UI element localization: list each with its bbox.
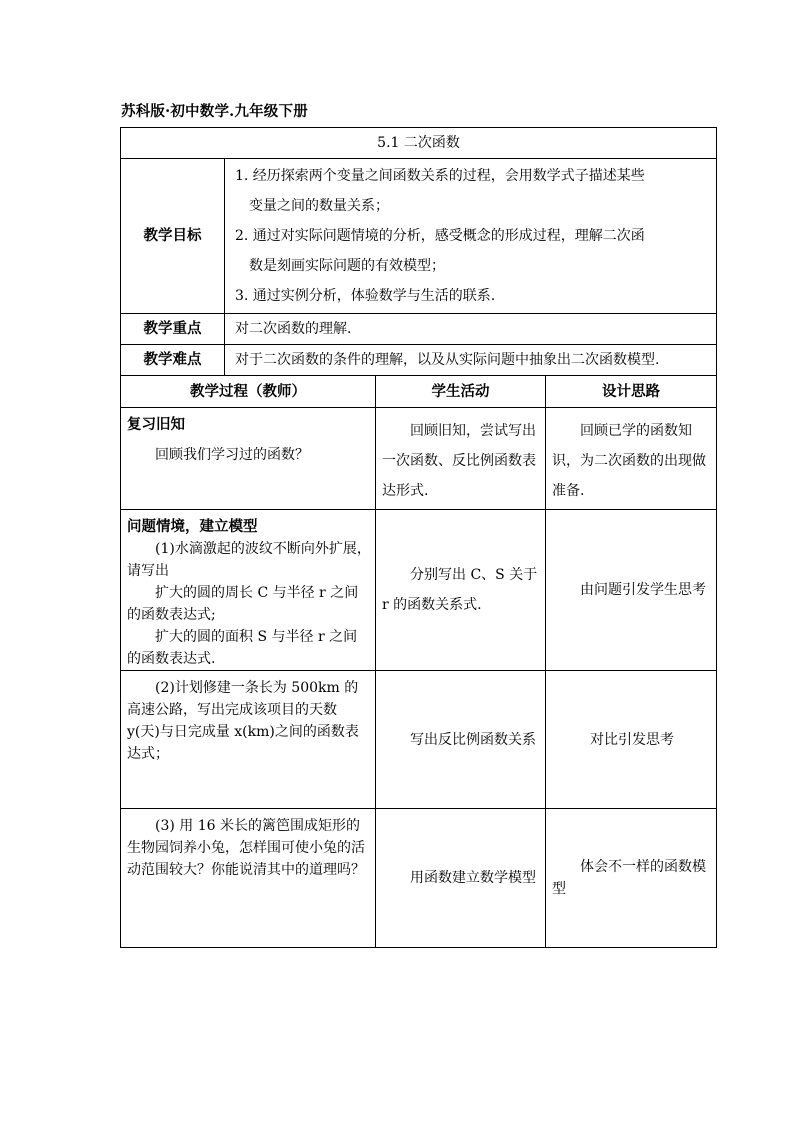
teacher-cell	[121, 671, 376, 809]
objective-2: 2. 通过对实际问题情境的分析，感受概念的形成过程，理解二次函 数是刻画实际问题的有效模型；	[235, 228, 645, 274]
difficulty-row	[121, 345, 717, 376]
difficulty-text: 对于二次函数的条件的理解，以及从实际问题中抽象出二次函数模型.	[225, 345, 717, 376]
process-row-fence	[121, 809, 717, 948]
key-point-row	[121, 314, 717, 345]
document-header: 苏科版·初中数学.九年级下册	[121, 103, 308, 120]
teacher-cell	[121, 510, 376, 671]
teacher-cell	[121, 809, 376, 948]
design-idea-cell: 回顾已学的函数知识，为二次函数的出现做准备.	[546, 408, 717, 510]
design-idea-cell: 由问题引发学生思考	[546, 510, 717, 671]
lesson-plan-table	[120, 127, 717, 948]
student-column-header: 学生活动	[376, 376, 546, 408]
design-column-header: 设计思路	[546, 376, 717, 408]
teacher-text: 扩大的圆的面积 S 与半径 r 之间的函数表达式.	[127, 629, 358, 667]
objective-1: 1. 经历探索两个变量之间函数关系的过程，会用数学式子描述某些 变量之间的数量关系；	[235, 168, 645, 214]
teacher-text: 回顾我们学习过的函数？	[155, 447, 309, 463]
student-activity-cell: 写出反比例函数关系	[376, 671, 546, 809]
key-point-text: 对二次函数的理解.	[225, 314, 717, 345]
process-row-highway	[121, 671, 717, 809]
objective-3: 3. 通过实例分析，体验数学与生活的联系.	[235, 288, 496, 304]
difficulty-label: 教学难点	[121, 345, 225, 376]
key-point-label: 教学重点	[121, 314, 225, 345]
section-title-situation: 问题情境，建立模型	[127, 518, 258, 535]
teacher-column-header: 教学过程（教师）	[121, 376, 376, 408]
design-idea-cell: 对比引发思考	[546, 671, 717, 809]
student-activity-cell: 用函数建立数学模型	[376, 809, 546, 948]
lesson-title: 5.1 二次函数	[121, 128, 717, 159]
teacher-text: (3) 用 16 米长的篱笆围成矩形的生物园饲养小兔，怎样围可使小兔的活动范围较大？你能说清其中的道理吗？	[127, 818, 365, 878]
column-header-row	[121, 376, 717, 408]
objectives-row	[121, 159, 717, 314]
student-activity-cell: 分别写出 C、S 关于 r 的函数关系式.	[376, 510, 546, 671]
section-title-review: 复习旧知	[127, 416, 185, 433]
process-row-review	[121, 408, 717, 510]
title-row	[121, 128, 717, 159]
process-row-situation	[121, 510, 717, 671]
teacher-text: (2)计划修建一条长为 500km 的高速公路，写出完成该项目的天数 y(天)与日完成量 x(km)之间的函数表达式；	[127, 680, 359, 762]
objectives-content	[225, 159, 717, 314]
student-activity-cell: 回顾旧知，尝试写出一次函数、反比例函数表达形式.	[376, 408, 546, 510]
objectives-label: 教学目标	[121, 159, 225, 314]
teacher-text: (1)水滴激起的波纹不断向外扩展，请写出	[127, 541, 371, 579]
teacher-cell	[121, 408, 376, 510]
design-idea-cell: 体会不一样的函数模型	[546, 809, 717, 948]
teacher-text: 扩大的圆的周长 C 与半径 r 之间的函数表达式;	[127, 585, 359, 623]
